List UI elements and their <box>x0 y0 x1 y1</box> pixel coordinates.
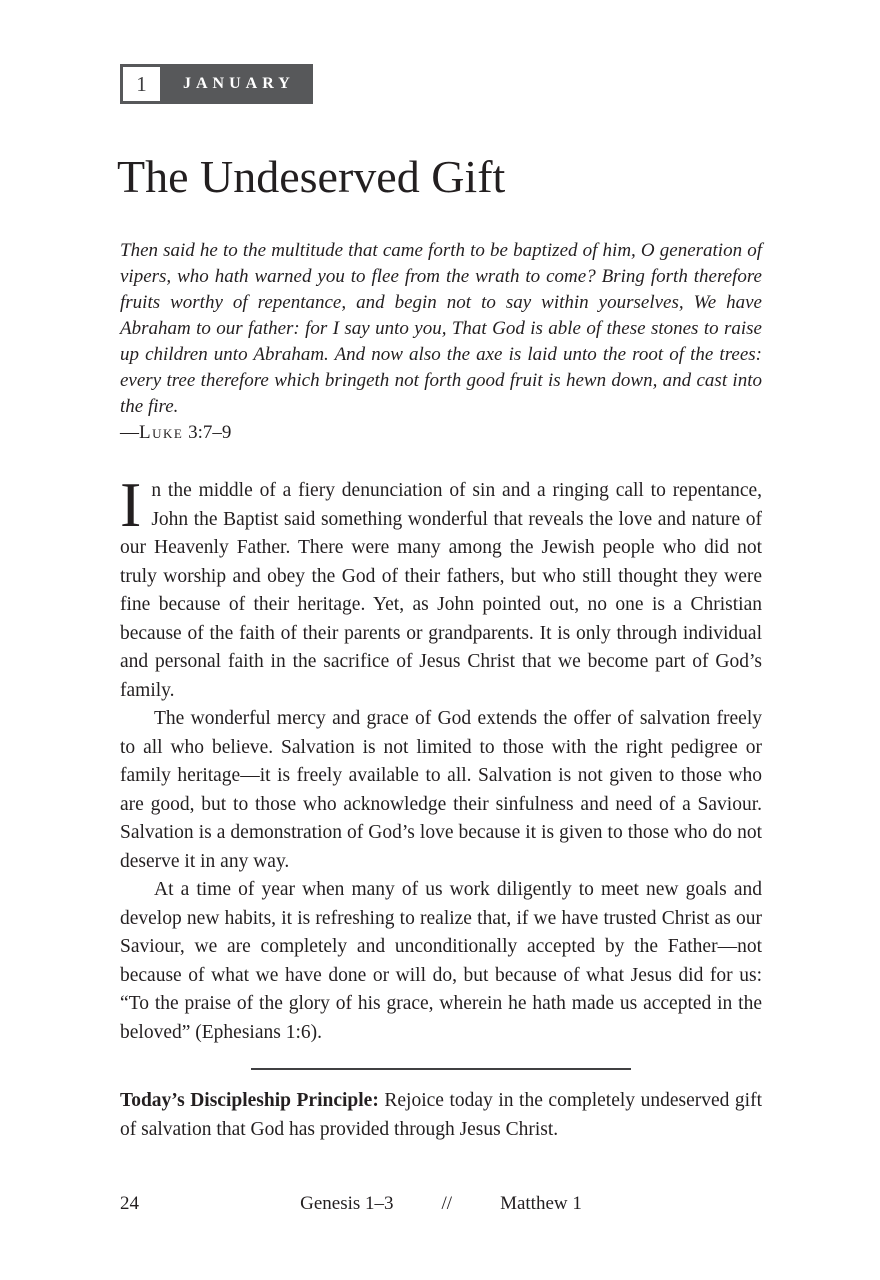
scripture-reference <box>120 420 762 446</box>
month-label: JANUARY <box>163 64 313 104</box>
body-paragraph-1 <box>120 469 762 705</box>
section-divider <box>251 1068 631 1070</box>
reading-separator: // <box>441 1193 453 1214</box>
drop-cap: I <box>120 469 142 541</box>
scripture-quote <box>120 238 762 446</box>
page-number: 24 <box>120 1193 139 1214</box>
principle-text: Rejoice today in the completely undeserved gift of salvation that God has provided through Jesus Christ. <box>120 1090 763 1140</box>
day-number: 1 <box>136 71 147 96</box>
body-paragraph-3: At a time of year when many of us work diligently to meet new goals and develop new habits, it is refreshing to realize that, if we have trusted Christ as our Saviour, we are completely and unconditionally accepted by the Father—not because of what we have done or will do, but because of what Jesus did for us: “To the praise of the glory of his grace, wherein he hath made us accepted in the beloved” (Ephesians 1:6). <box>120 879 762 1043</box>
reading-new-testament: Matthew 1 <box>500 1193 582 1214</box>
day-number-box <box>120 64 163 104</box>
daily-readings <box>120 1193 762 1215</box>
page-title: The Undeserved Gift <box>117 151 506 202</box>
reference-verses: 3:7–9 <box>183 422 232 444</box>
scripture-quote-text: Then said he to the multitude that came forth to be baptized of him, O generation of vipers, who hath warned you to flee from the wrath to come? Bring forth therefore fruits worthy of repentance, and begin not to say within yourselves, We have Abraham to our father: for I say unto you, That God is able of these stones to raise up children unto Abraham. And now also the axe is laid unto the root of the trees: every tree therefore which bringeth not forth good fruit is hewn down, and cast into the fire. <box>120 240 762 418</box>
principle-label: Today’s Discipleship Principle: <box>120 1090 379 1112</box>
devotional-body <box>120 469 762 1047</box>
body-paragraph-1-text: n the middle of a fiery denunciation of sin and a ringing call to repentance, John the Baptist said something wonderful that reveals the love and nature of our Heavenly Father. There were many among the Jewish people who did not truly worship and obey the God of their fathers, but who still thought they were fine because of their heritage. Yet, as John pointed out, no one is a Christian because of the faith of their parents or grandparents. It is only through individual and personal faith in the sacrifice of Jesus Christ that we become part of God’s family. <box>120 480 762 701</box>
page-content <box>117 64 763 1144</box>
reference-book: Luke <box>139 422 184 444</box>
discipleship-principle <box>120 1087 762 1144</box>
reading-old-testament: Genesis 1–3 <box>300 1193 394 1214</box>
reference-dash: — <box>120 422 139 444</box>
body-paragraph-2: The wonderful mercy and grace of God extends the offer of salvation freely to all who believe. Salvation is not limited to those with the right pedigree or family heritage—it is freely available to all. Salvation is not given to those who are good, but to those who acknowledge their sinfulness and need of a Saviour. Salvation is a demonstration of God’s love because it is given to those who do not deserve it in any way. <box>120 708 762 872</box>
date-badge <box>120 64 313 104</box>
page-footer <box>120 1193 762 1215</box>
